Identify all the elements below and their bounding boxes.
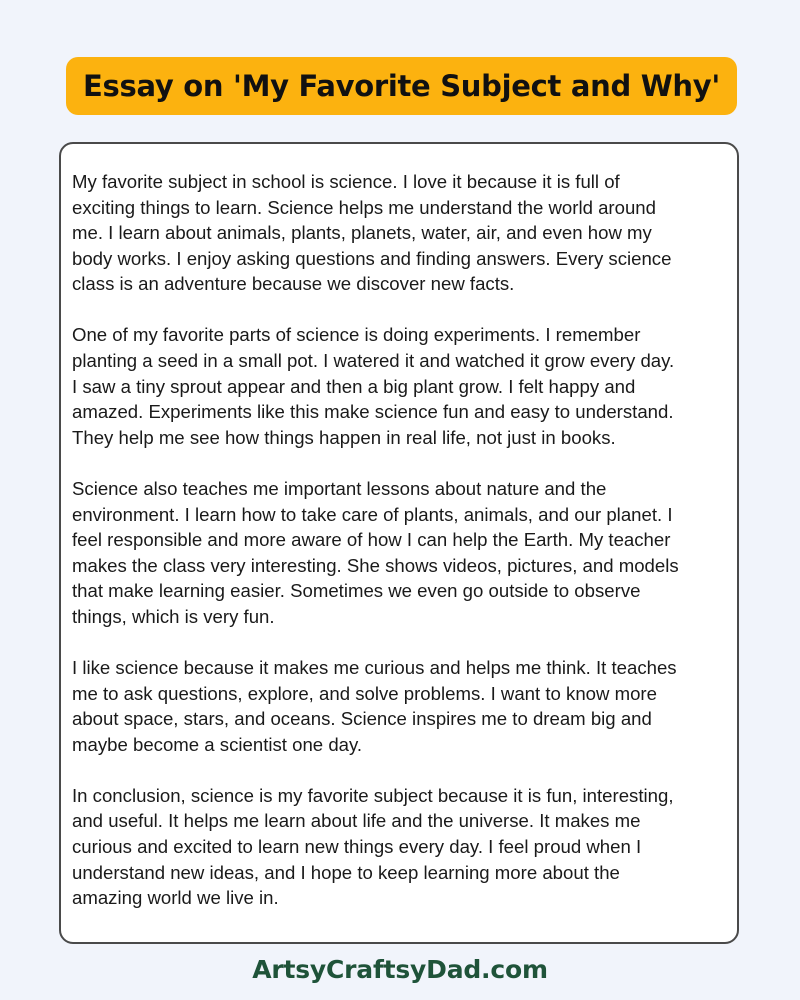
essay-paragraph-3: Science also teaches me important lessons about nature and the environment. I learn how to take care of plants, animals, and our planet. I feel responsible and more aware of how I can help the Earth. My teacher makes the class very interesting. She shows videos, pictures, and models that make learning easier. Sometimes we even go outside to observe things, which is very fun.	[72, 477, 679, 627]
essay-paragraph-4: I like science because it makes me curious and helps me think. It teaches me to ask questions, explore, and solve problems. I want to know more about space, stars, and oceans. Science inspires me to dream big and maybe become a scientist one day.	[72, 657, 677, 755]
essay-paragraph-2: One of my favorite parts of science is doing experiments. I remember planting a seed in a small pot. I watered it and watched it grow every day. I saw a tiny sprout appear and then a big plant grow. I felt happy and amazed. Experiments like this make science fun and easy to understand. They help me see how things happen in real life, not just in books.	[72, 324, 675, 448]
page-title: Essay on 'My Favorite Subject and Why'	[83, 69, 720, 103]
footer-site-name: ArtsyCraftsyDad.com	[252, 955, 548, 984]
essay-card	[59, 142, 739, 944]
title-banner	[66, 57, 737, 115]
essay-paragraph-5: In conclusion, science is my favorite subject because it is fun, interesting, and useful. It helps me learn about life and the universe. It makes me curious and excited to learn new things every day. I feel proud when I understand new ideas, and I hope to keep learning more about the amazing world we live in.	[72, 784, 674, 909]
essay-paragraph-1: My favorite subject in school is science. I love it because it is full of exciting things to learn. Science helps me understand the world around me. I learn about animals, plants, planets, water, air, and even how my body works. I enjoy asking questions and finding answers. Every science class is an adventure because we discover new facts.	[72, 171, 672, 295]
